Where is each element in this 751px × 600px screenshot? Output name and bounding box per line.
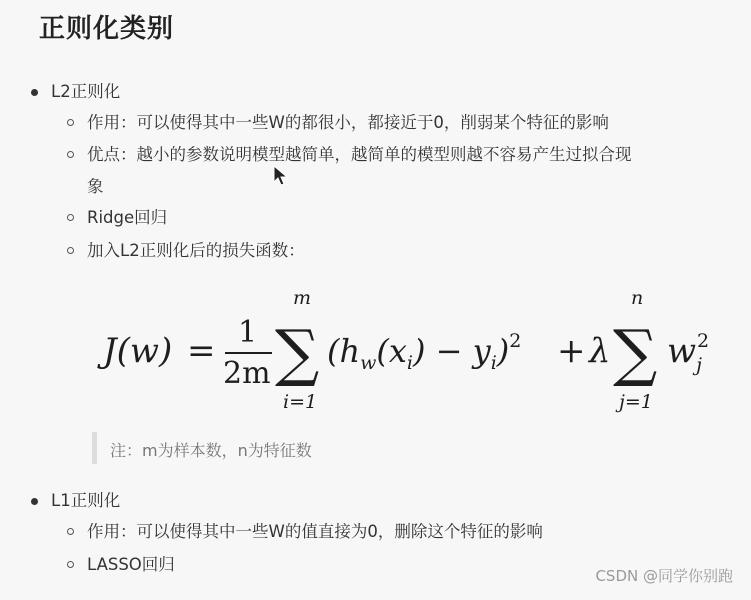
sub-bullet (67, 151, 74, 158)
formula-plus: + (557, 331, 586, 371)
l2-item-advantage-cont: 象 (87, 177, 104, 196)
sum1-lower: i=1 (283, 391, 318, 413)
formula-body2: $w_j2$ (667, 330, 710, 376)
l1-item-effect: 作用：可以使得其中一些W的值直接为0，删除这个特征的影响 (87, 522, 543, 541)
bullet-dot (31, 89, 38, 96)
formula-frac-den: 2m (223, 356, 271, 391)
formula-body1: $(h_w(x_i) - y_i)^2$ (327, 330, 522, 374)
sub-bullet (67, 119, 74, 126)
sum1-sigma: ∑ (275, 316, 320, 389)
formula-equals: = (187, 331, 216, 371)
sum2-upper: n (631, 287, 644, 309)
formula-lhs: J(w) (103, 331, 173, 371)
sum2-sigma: ∑ (613, 316, 658, 389)
sub-bullet (67, 561, 74, 568)
formula-frac-num: 1 (238, 315, 258, 350)
l1-item-lasso: LASSO回归 (87, 555, 175, 574)
l2-item-loss: 加入L2正则化后的损失函数： (87, 241, 305, 260)
formula-note: 注：m为样本数，n为特征数 (110, 441, 312, 460)
sum1-upper: m (293, 287, 312, 309)
sub-bullet (67, 214, 74, 221)
l2-item-effect: 作用：可以使得其中一些W的都很小，都接近于0，削弱某个特征的影响 (87, 113, 609, 132)
l2-item-advantage: 优点：越小的参数说明模型越简单，越简单的模型则越不容易产生过拟合现 (87, 145, 632, 164)
l2-heading: L2正则化 (51, 82, 121, 101)
sub-bullet (67, 528, 74, 535)
page-title: 正则化类别 (39, 14, 175, 44)
sub-bullet (67, 247, 74, 254)
sum2-lower: j=1 (619, 391, 653, 413)
mouse-cursor-icon (273, 165, 289, 187)
watermark: CSDN @同学你别跑 (595, 567, 733, 585)
l2-item-ridge: Ridge回归 (87, 208, 168, 227)
l2-loss-formula (95, 282, 735, 422)
note-quote-bar (92, 432, 97, 464)
l1-heading: L1正则化 (51, 491, 121, 510)
formula-lambda: λ (589, 331, 611, 371)
bullet-dot (31, 498, 38, 505)
